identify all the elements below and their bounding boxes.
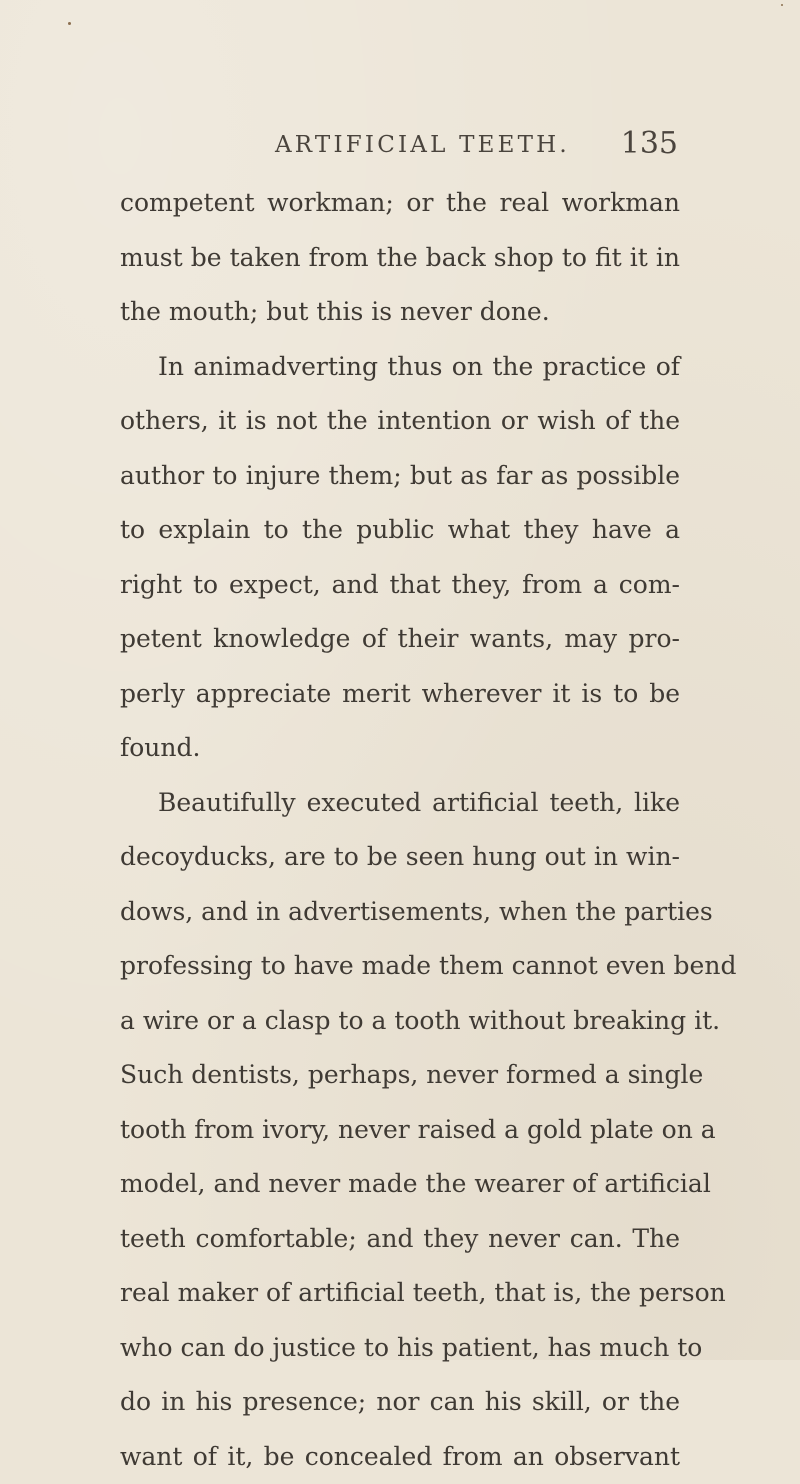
text-line: a wire or a clasp to a tooth without breaking it. (120, 994, 680, 1049)
text-line: tooth from ivory, never raised a gold plate on a (120, 1103, 680, 1158)
paper-speck (68, 22, 71, 25)
text-line: others, it is not the intention or wish of the (120, 394, 680, 449)
paper-speck (781, 4, 783, 6)
text-line: petent knowledge of their wants, may pro- (120, 612, 680, 667)
text-line: Beautifully executed artificial teeth, like (120, 776, 680, 831)
text-line: In animadverting thus on the practice of (120, 340, 680, 395)
text-line: model, and never made the wearer of artificial (120, 1157, 680, 1212)
text-line: do in his presence; nor can his skill, or the (120, 1375, 680, 1430)
text-line: who can do justice to his patient, has much to (120, 1321, 680, 1376)
text-line: real maker of artificial teeth, that is, the person (120, 1266, 680, 1321)
text-line: competent workman; or the real workman (120, 176, 680, 231)
text-line: Such dentists, perhaps, never formed a single (120, 1048, 680, 1103)
text-line: author to injure them; but as far as possible (120, 449, 680, 504)
text-line: to explain to the public what they have a (120, 503, 680, 558)
text-line: decoyducks, are to be seen hung out in win- (120, 830, 680, 885)
text-line: the mouth; but this is never done. (120, 285, 680, 340)
text-line: right to expect, and that they, from a com- (120, 558, 680, 613)
text-line: found. (120, 721, 680, 776)
text-line: professing to have made them cannot even bend (120, 939, 680, 994)
text-line: want of it, be concealed from an observant (120, 1430, 680, 1484)
text-line: perly appreciate merit wherever it is to be (120, 667, 680, 722)
text-line: teeth comfortable; and they never can. The (120, 1212, 680, 1267)
body-text (120, 176, 680, 1484)
text-line: dows, and in advertisements, when the parties (120, 885, 680, 940)
text-line: must be taken from the back shop to fit it in (120, 231, 680, 286)
running-title: ARTIFICIAL TEETH. (275, 132, 570, 158)
page-number: 135 (621, 126, 678, 161)
running-head (0, 132, 800, 172)
